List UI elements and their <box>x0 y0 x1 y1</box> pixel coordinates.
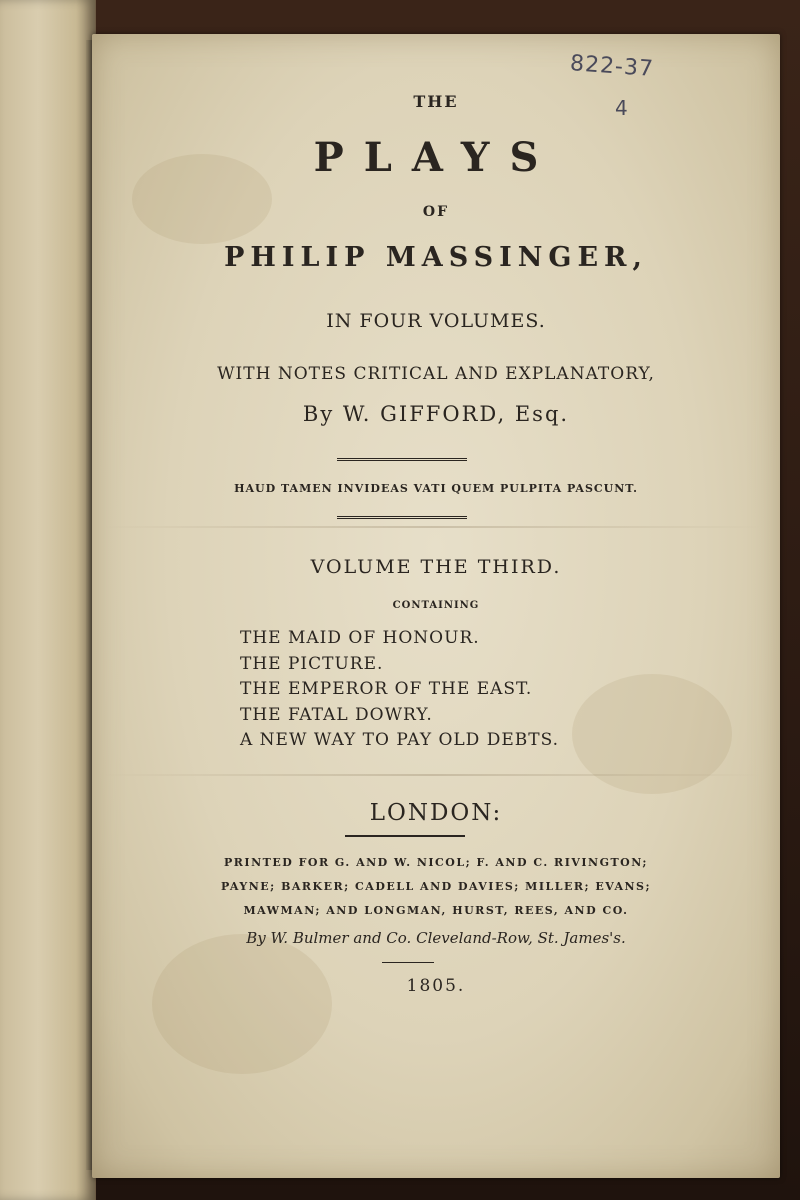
author-name: PHILIP MASSINGER, <box>224 242 648 273</box>
list-item: THE MAID OF HONOUR. <box>240 628 480 648</box>
contents-list <box>240 628 660 756</box>
motto: HAUD TAMEN INVIDEAS VATI QUEM PULPITA PASCUNT. <box>234 482 638 495</box>
facing-page <box>0 0 96 1200</box>
list-item: THE FATAL DOWRY. <box>240 704 433 725</box>
notes-line: WITH NOTES CRITICAL AND EXPLANATORY, <box>217 364 655 384</box>
publisher-line: MAWMAN; AND LONGMAN, HURST, REES, AND CO. <box>243 904 629 917</box>
containing-label: CONTAINING <box>392 600 480 611</box>
shelf-mark-digit: 4 <box>615 96 628 120</box>
publication-year: 1805. <box>406 976 466 996</box>
list-item: THE EMPEROR OF THE EAST. <box>240 679 533 699</box>
list-item: THE PICTURE. <box>240 653 384 674</box>
volume-count: IN FOUR VOLUMES. <box>326 310 546 332</box>
list-item: A NEW WAY TO PAY OLD DEBTS. <box>240 730 560 750</box>
printer-line: By W. Bulmer and Co. Cleveland-Row, St. James's. <box>246 929 626 947</box>
double-rule <box>337 458 467 463</box>
main-title: PLAYS <box>313 134 559 181</box>
imprint-place: LONDON: <box>369 800 503 826</box>
shelf-mark: 822-37 <box>569 51 655 82</box>
title-page <box>92 34 780 1178</box>
title-of: OF <box>422 204 450 220</box>
title-page-text <box>92 34 780 1178</box>
volume-heading: VOLUME THE THIRD. <box>310 556 562 578</box>
publisher-line: PAYNE; BARKER; CADELL AND DAVIES; MILLER; EVANS; <box>220 880 652 893</box>
title-article: THE <box>413 92 459 111</box>
imprint-rule <box>345 835 465 837</box>
double-rule <box>337 516 467 521</box>
editor-line: By W. GIFFORD, Esq. <box>302 402 570 426</box>
publisher-line: PRINTED FOR G. AND W. NICOL; F. AND C. RIVINGTON; <box>224 856 648 869</box>
year-rule <box>382 962 434 963</box>
